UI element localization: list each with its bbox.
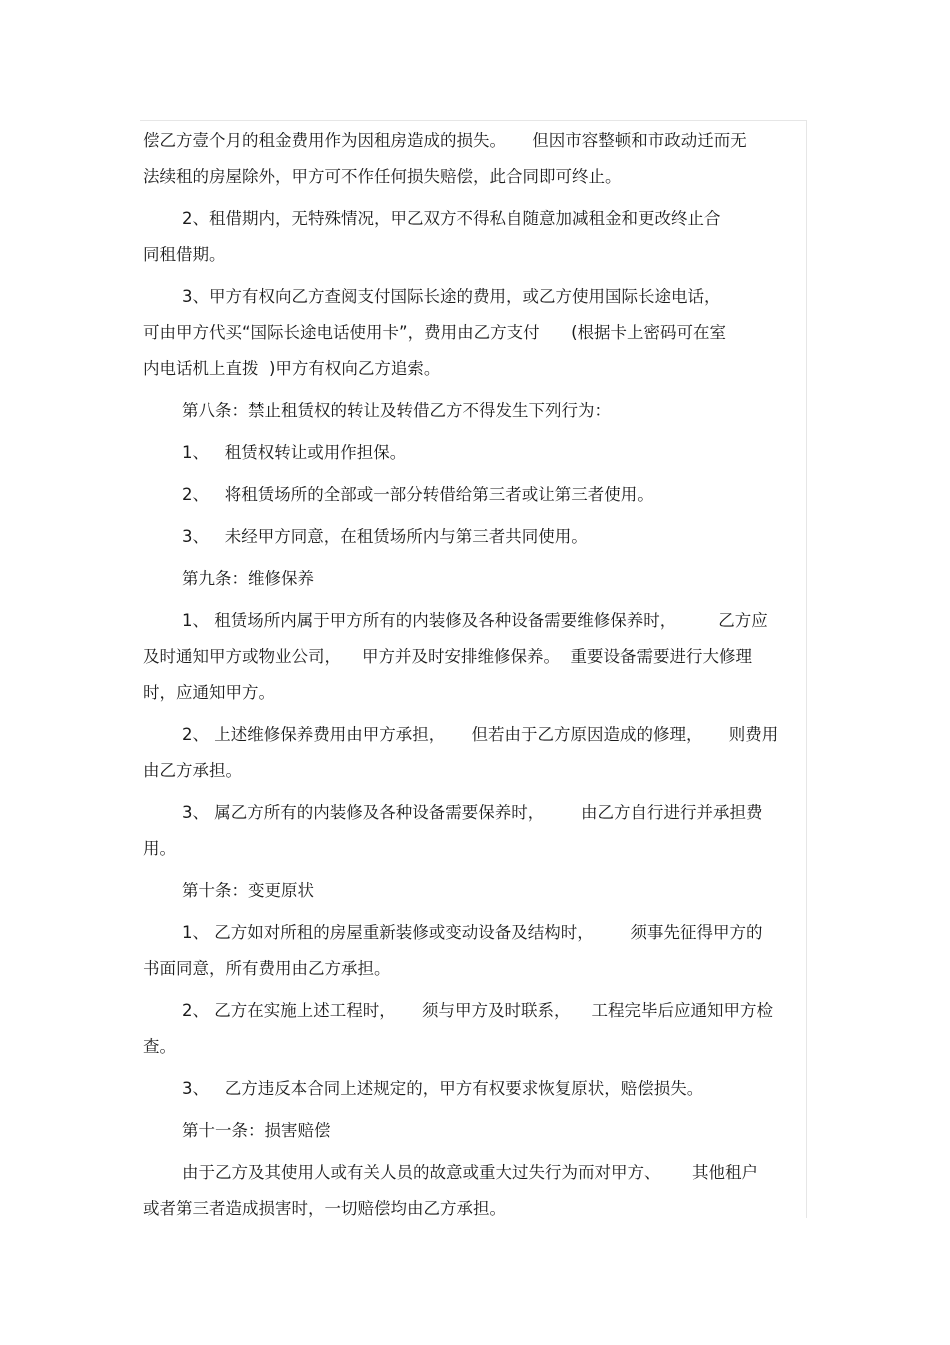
paragraph-9-1 (143, 603, 805, 711)
document-body (143, 123, 805, 1233)
text-line: 3、 乙方违反本合同上述规定的，甲方有权要求恢复原状，赔偿损失。 (182, 1079, 704, 1098)
text-line: 2、租借期内，无特殊情况，甲乙双方不得私自随意加减租金和更改终止合 (182, 209, 721, 228)
text-line: 查。 (143, 1037, 176, 1056)
text-line: 1、 租赁权转让或用作担保。 (182, 443, 407, 462)
paragraph-7-3 (143, 279, 805, 387)
text-line: 由于乙方及其使用人或有关人员的故意或重大过失行为而对甲方、 其他租户 (182, 1163, 758, 1182)
text-line: 可由甲方代买“国际长途电话使用卡”，费用由乙方支付 (根据卡上密码可在室 (143, 323, 727, 342)
text-line: 偿乙方壹个月的租金费用作为因租房造成的损失。 但因市容整顿和市政动迁而无 (143, 131, 747, 150)
text-line: 3、 属乙方所有的内装修及各种设备需要保养时， 由乙方自行进行并承担费 (182, 803, 763, 822)
paragraph-10-1 (143, 915, 805, 987)
text-line: 1、 租赁场所内属于甲方所有的内装修及各种设备需要维修保养时， 乙方应 (182, 611, 768, 630)
text-line: 第十条：变更原状 (182, 881, 314, 900)
text-line: 3、 未经甲方同意，在租赁场所内与第三者共同使用。 (182, 527, 588, 546)
text-line: 1、 乙方如对所租的房屋重新装修或变动设备及结构时， 须事先征得甲方的 (182, 923, 763, 942)
paragraph-11 (143, 1155, 805, 1227)
text-line: 第八条：禁止租赁权的转让及转借乙方不得发生下列行为： (182, 401, 611, 420)
paragraph-9-2 (143, 717, 805, 789)
text-line: 法续租的房屋除外，甲方可不作任何损失赔偿，此合同即可终止。 (143, 167, 622, 186)
text-line: 第十一条：损害赔偿 (182, 1121, 331, 1140)
text-line: 时，应通知甲方。 (143, 683, 275, 702)
text-line: 由乙方承担。 (143, 761, 242, 780)
text-line: 用。 (143, 839, 176, 858)
paragraph-art8 (143, 393, 805, 429)
text-line: 2、 上述维修保养费用由甲方承担， 但若由于乙方原因造成的修理， 则费用 (182, 725, 779, 744)
text-line: 同租借期。 (143, 245, 226, 264)
text-line: 及时通知甲方或物业公司， 甲方并及时安排维修保养。 重要设备需要进行大修理 (143, 647, 752, 666)
text-line: 或者第三者造成损害时，一切赔偿均由乙方承担。 (143, 1199, 506, 1218)
paragraph-8-3 (143, 519, 805, 555)
paragraph-cont (143, 123, 805, 195)
paragraph-art11 (143, 1113, 805, 1149)
text-line: 3、甲方有权向乙方查阅支付国际长途的费用，或乙方使用国际长途电话， (182, 287, 721, 306)
paragraph-9-3 (143, 795, 805, 867)
text-line: 第九条：维修保养 (182, 569, 314, 588)
paragraph-7-2 (143, 201, 805, 273)
paragraph-8-2 (143, 477, 805, 513)
text-line: 内电话机上直拨 )甲方有权向乙方追索。 (143, 359, 441, 378)
text-line: 2、 乙方在实施上述工程时， 须与甲方及时联系， 工程完毕后应通知甲方检 (182, 1001, 773, 1020)
paragraph-8-1 (143, 435, 805, 471)
text-line: 书面同意，所有费用由乙方承担。 (143, 959, 391, 978)
text-line: 2、 将租赁场所的全部或一部分转借给第三者或让第三者使用。 (182, 485, 654, 504)
paragraph-art9 (143, 561, 805, 597)
paragraph-10-3 (143, 1071, 805, 1107)
paragraph-10-2 (143, 993, 805, 1065)
paragraph-art10 (143, 873, 805, 909)
